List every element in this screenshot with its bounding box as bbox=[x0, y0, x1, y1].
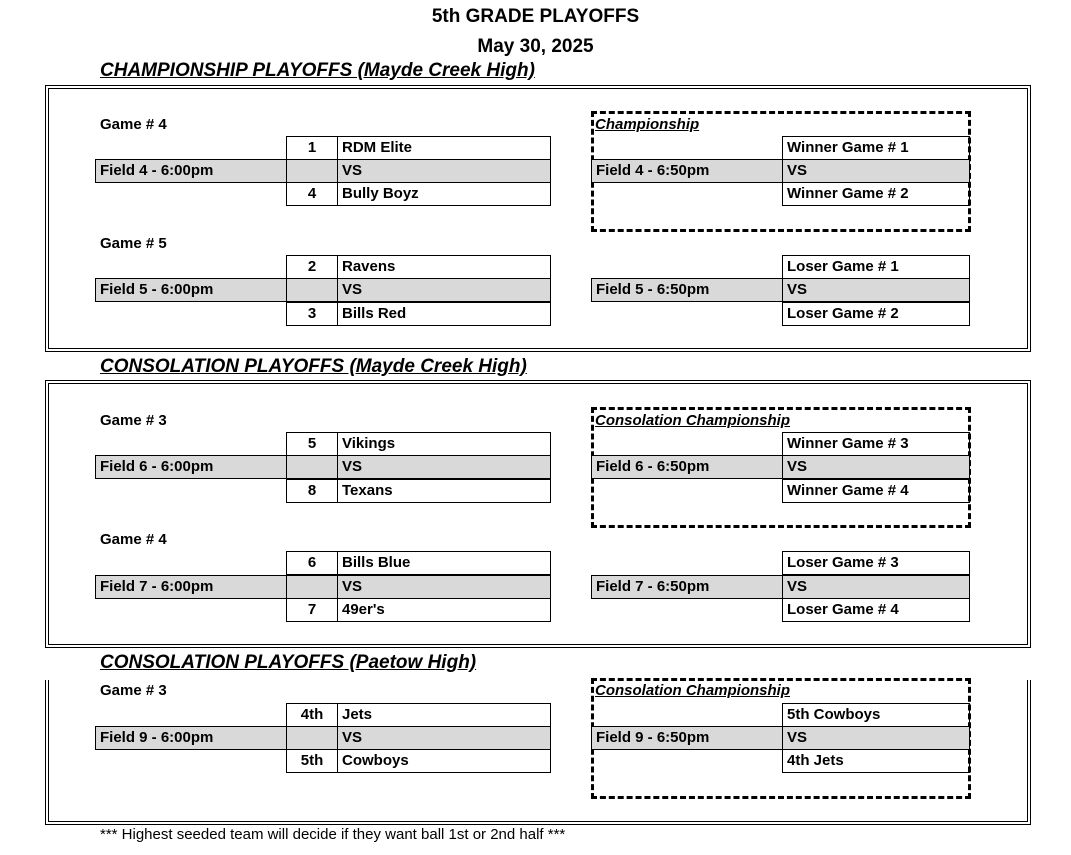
final-field-time-cell: Field 9 - 6:50pm bbox=[591, 726, 783, 750]
seed-cell: 2 bbox=[286, 255, 338, 279]
seed-cell: 8 bbox=[286, 479, 338, 503]
field-time-cell: Field 4 - 6:00pm bbox=[95, 159, 287, 183]
team-cell: 49er's bbox=[337, 598, 551, 622]
final-label: Consolation Championship bbox=[595, 682, 790, 699]
game-label: Game # 3 bbox=[100, 682, 167, 699]
final-team-cell: Winner Game # 1 bbox=[782, 136, 970, 160]
team-cell: Bills Blue bbox=[337, 551, 551, 575]
final-team-cell: 5th Cowboys bbox=[782, 703, 970, 727]
page-title: 5th GRADE PLAYOFFS bbox=[431, 6, 640, 27]
seed-cell: 3 bbox=[286, 302, 338, 326]
final-team-cell: Winner Game # 3 bbox=[782, 432, 970, 456]
field-time-cell: Field 5 - 6:00pm bbox=[95, 278, 287, 302]
team-cell: Bully Boyz bbox=[337, 182, 551, 206]
section-heading-consolation-paetow: CONSOLATION PLAYOFFS (Paetow High) bbox=[100, 652, 477, 673]
final-team-cell: Loser Game # 1 bbox=[782, 255, 970, 279]
final-team-cell: 4th Jets bbox=[782, 749, 970, 773]
game-label: Game # 5 bbox=[100, 235, 167, 252]
team-cell: Texans bbox=[337, 479, 551, 503]
seed-cell: 5 bbox=[286, 432, 338, 456]
field-time-cell: Field 6 - 6:00pm bbox=[95, 455, 287, 479]
final-vs-cell: VS bbox=[782, 159, 970, 183]
final-label: Consolation Championship bbox=[595, 412, 790, 429]
final-team-cell: Loser Game # 3 bbox=[782, 551, 970, 575]
final-team-cell: Loser Game # 4 bbox=[782, 598, 970, 622]
field-time-cell: Field 7 - 6:00pm bbox=[95, 575, 287, 599]
final-label: Championship bbox=[595, 116, 700, 133]
vs-cell: VS bbox=[337, 575, 551, 599]
footer-note: *** Highest seeded team will decide if they want ball 1st or 2nd half *** bbox=[100, 826, 566, 843]
final-team-cell: Loser Game # 2 bbox=[782, 302, 970, 326]
section-heading-consolation-mayde: CONSOLATION PLAYOFFS (Mayde Creek High) bbox=[100, 356, 527, 377]
seed-cell: 4th bbox=[286, 703, 338, 727]
seed-cell: 7 bbox=[286, 598, 338, 622]
seed-cell: 1 bbox=[286, 136, 338, 160]
game-label: Game # 4 bbox=[100, 531, 167, 548]
final-field-time-cell: Field 4 - 6:50pm bbox=[591, 159, 783, 183]
page-date: May 30, 2025 bbox=[477, 36, 594, 57]
seed-cell-empty bbox=[286, 455, 338, 479]
final-field-time-cell: Field 7 - 6:50pm bbox=[591, 575, 783, 599]
vs-cell: VS bbox=[337, 159, 551, 183]
final-vs-cell: VS bbox=[782, 575, 970, 599]
vs-cell: VS bbox=[337, 455, 551, 479]
team-cell: Jets bbox=[337, 703, 551, 727]
seed-cell: 5th bbox=[286, 749, 338, 773]
game-label: Game # 4 bbox=[100, 116, 167, 133]
final-vs-cell: VS bbox=[782, 278, 970, 302]
final-field-time-cell: Field 6 - 6:50pm bbox=[591, 455, 783, 479]
game-label: Game # 3 bbox=[100, 412, 167, 429]
vs-cell: VS bbox=[337, 278, 551, 302]
team-cell: Bills Red bbox=[337, 302, 551, 326]
team-cell: Cowboys bbox=[337, 749, 551, 773]
final-vs-cell: VS bbox=[782, 726, 970, 750]
final-team-cell: Winner Game # 2 bbox=[782, 182, 970, 206]
seed-cell: 6 bbox=[286, 551, 338, 575]
team-cell: Vikings bbox=[337, 432, 551, 456]
seed-cell-empty bbox=[286, 726, 338, 750]
seed-cell-empty bbox=[286, 278, 338, 302]
seed-cell-empty bbox=[286, 159, 338, 183]
final-team-cell: Winner Game # 4 bbox=[782, 479, 970, 503]
final-vs-cell: VS bbox=[782, 455, 970, 479]
vs-cell: VS bbox=[337, 726, 551, 750]
section-heading-championship: CHAMPIONSHIP PLAYOFFS (Mayde Creek High) bbox=[100, 60, 535, 81]
seed-cell: 4 bbox=[286, 182, 338, 206]
team-cell: Ravens bbox=[337, 255, 551, 279]
field-time-cell: Field 9 - 6:00pm bbox=[95, 726, 287, 750]
final-field-time-cell: Field 5 - 6:50pm bbox=[591, 278, 783, 302]
team-cell: RDM Elite bbox=[337, 136, 551, 160]
seed-cell-empty bbox=[286, 575, 338, 599]
